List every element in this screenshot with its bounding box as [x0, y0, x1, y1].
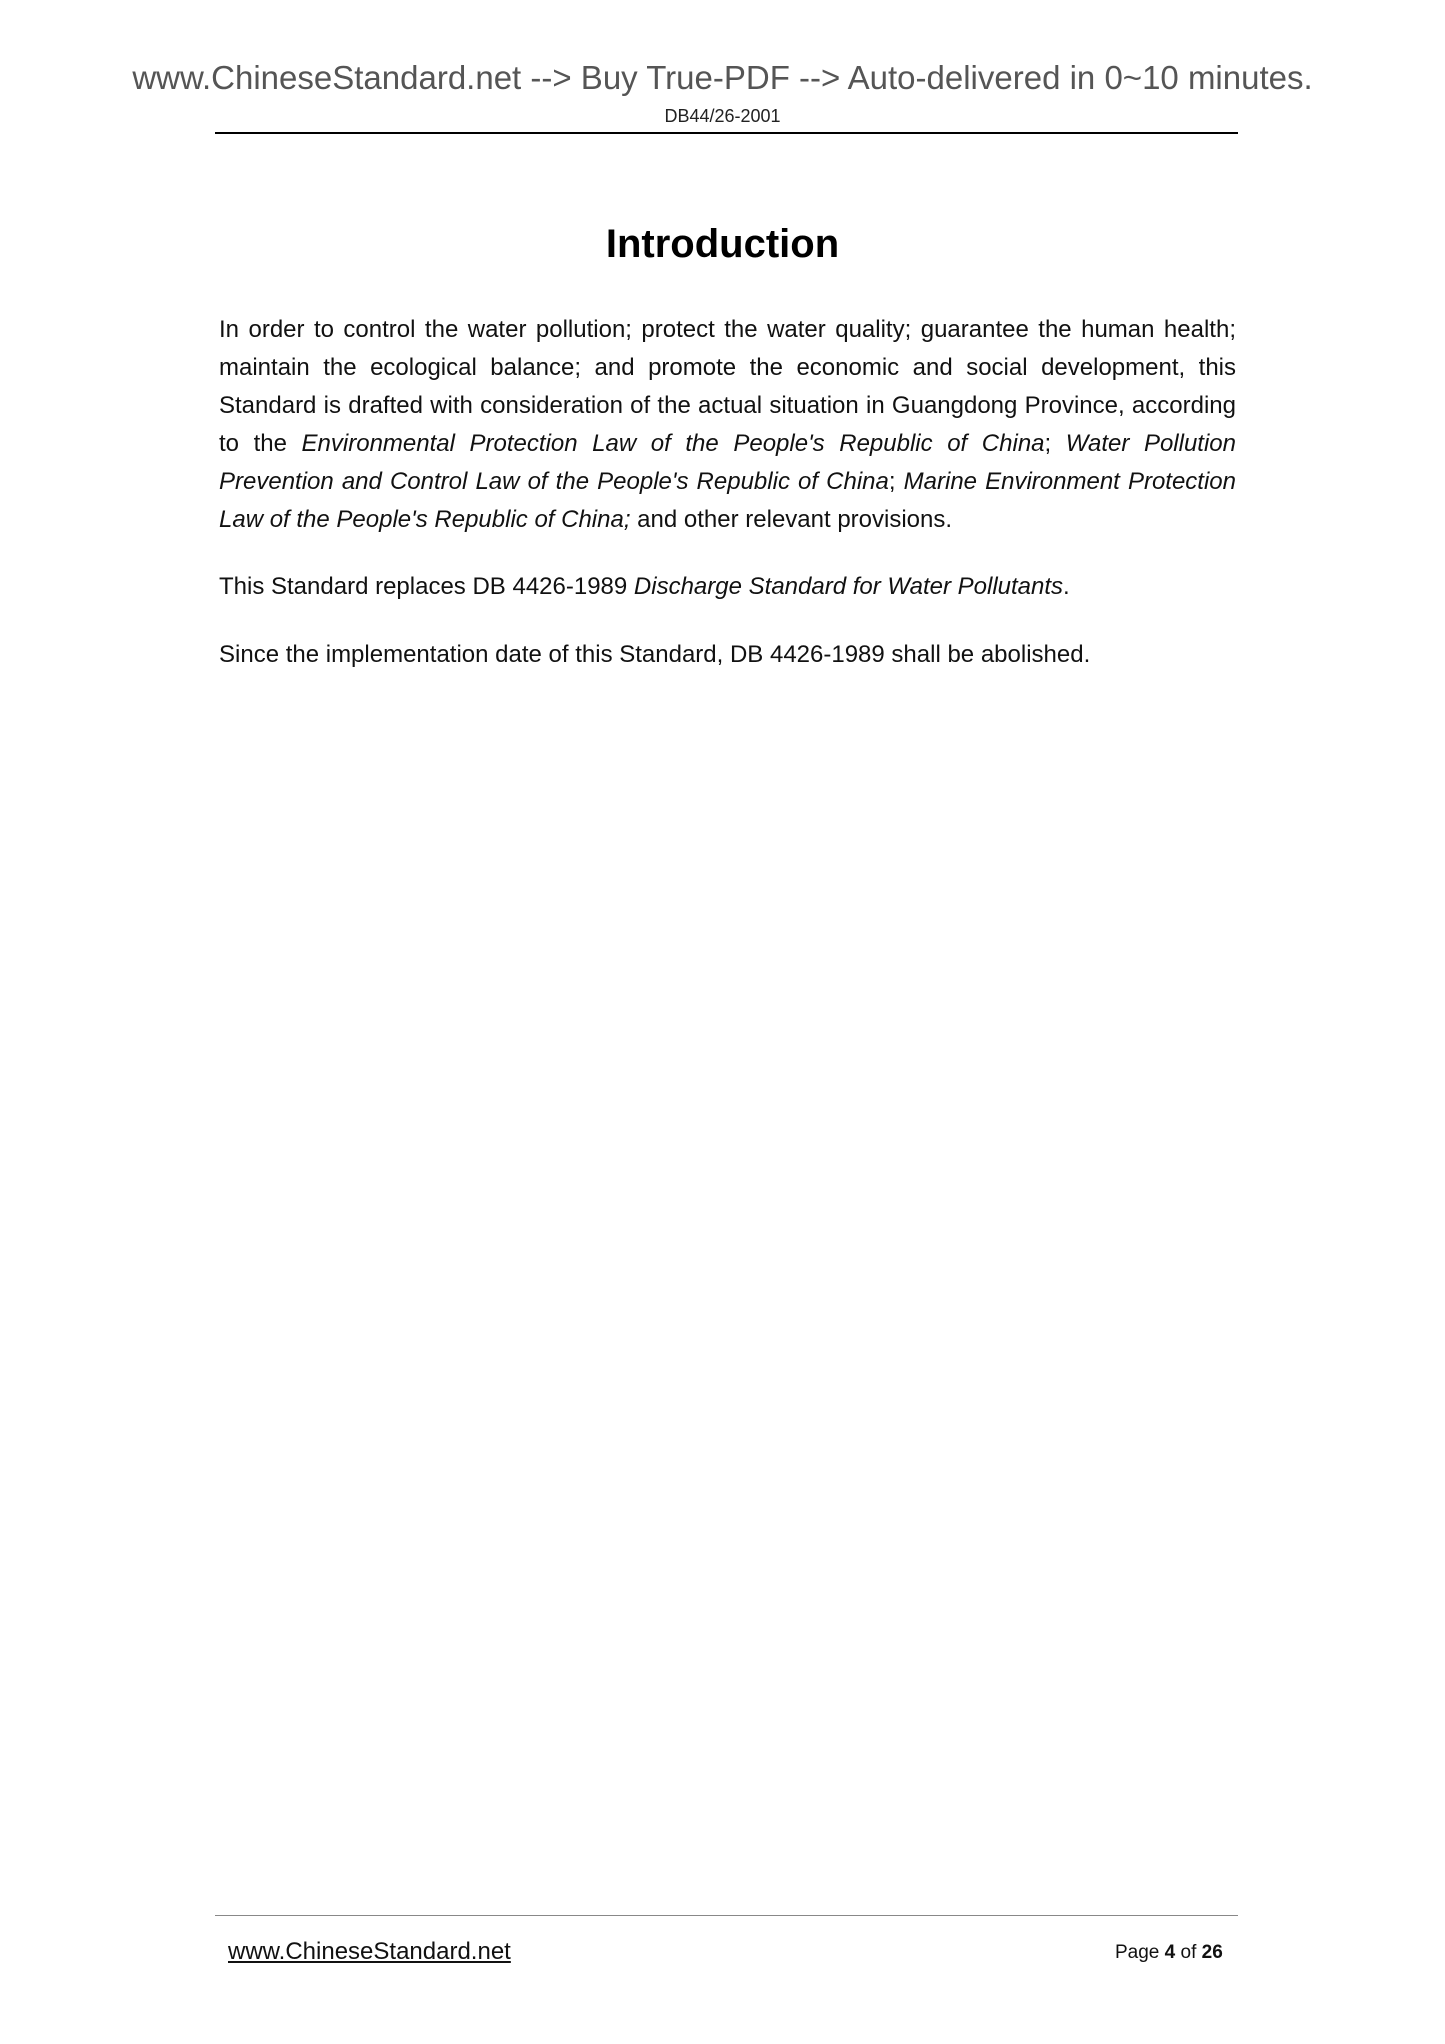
paragraph-text: This Standard replaces DB 4426-1989: [219, 573, 634, 600]
footer-site-link[interactable]: www.ChineseStandard.net: [228, 1938, 511, 1965]
page-of-label: of: [1180, 1942, 1197, 1963]
standard-title: Discharge Standard for Water Pollutants: [633, 573, 1064, 600]
paragraph-text: Since the implementation date of this Standard, DB 4426-1989 shall be abolished.: [219, 641, 1091, 668]
site-banner[interactable]: www.ChineseStandard.net --> Buy True-PDF --> Auto-delivered in 0~10 minutes.: [132, 59, 1313, 96]
law-title: Environmental Protection Law of the People's Republic of China: [301, 430, 1045, 457]
page-number: [1115, 1940, 1223, 1966]
document-code: DB44/26-2001: [664, 106, 781, 126]
law-title: Water Pollution Prevention and Control Law of the People's Republic of China: [219, 430, 1237, 495]
paragraph-text: and other relevant provisions.: [630, 506, 953, 533]
replacement-paragraph: [219, 568, 1236, 606]
page-label: Page: [1115, 1942, 1160, 1963]
page-title: Introduction: [605, 222, 840, 266]
law-title: Marine Environment Protection Law of the People's Republic of China;: [219, 468, 1237, 533]
page-total: 26: [1201, 1942, 1223, 1963]
intro-paragraph: [219, 311, 1236, 539]
paragraph-text: ;: [1044, 430, 1066, 457]
paragraph-text: In order to control the water pollution; protect the water quality; guarantee the human health; maintain the ecological balance; and promote the economic and social development, this Standard is drafted with consideration of the actual situation in Guangdong Province, according to the: [219, 316, 1236, 457]
footer-divider: [215, 1915, 1238, 1916]
paragraph-text: .: [1063, 573, 1070, 600]
abolishment-paragraph: [219, 636, 1236, 674]
header-divider: [215, 132, 1238, 134]
paragraph-text: ;: [888, 468, 904, 495]
page-current: 4: [1164, 1942, 1176, 1963]
